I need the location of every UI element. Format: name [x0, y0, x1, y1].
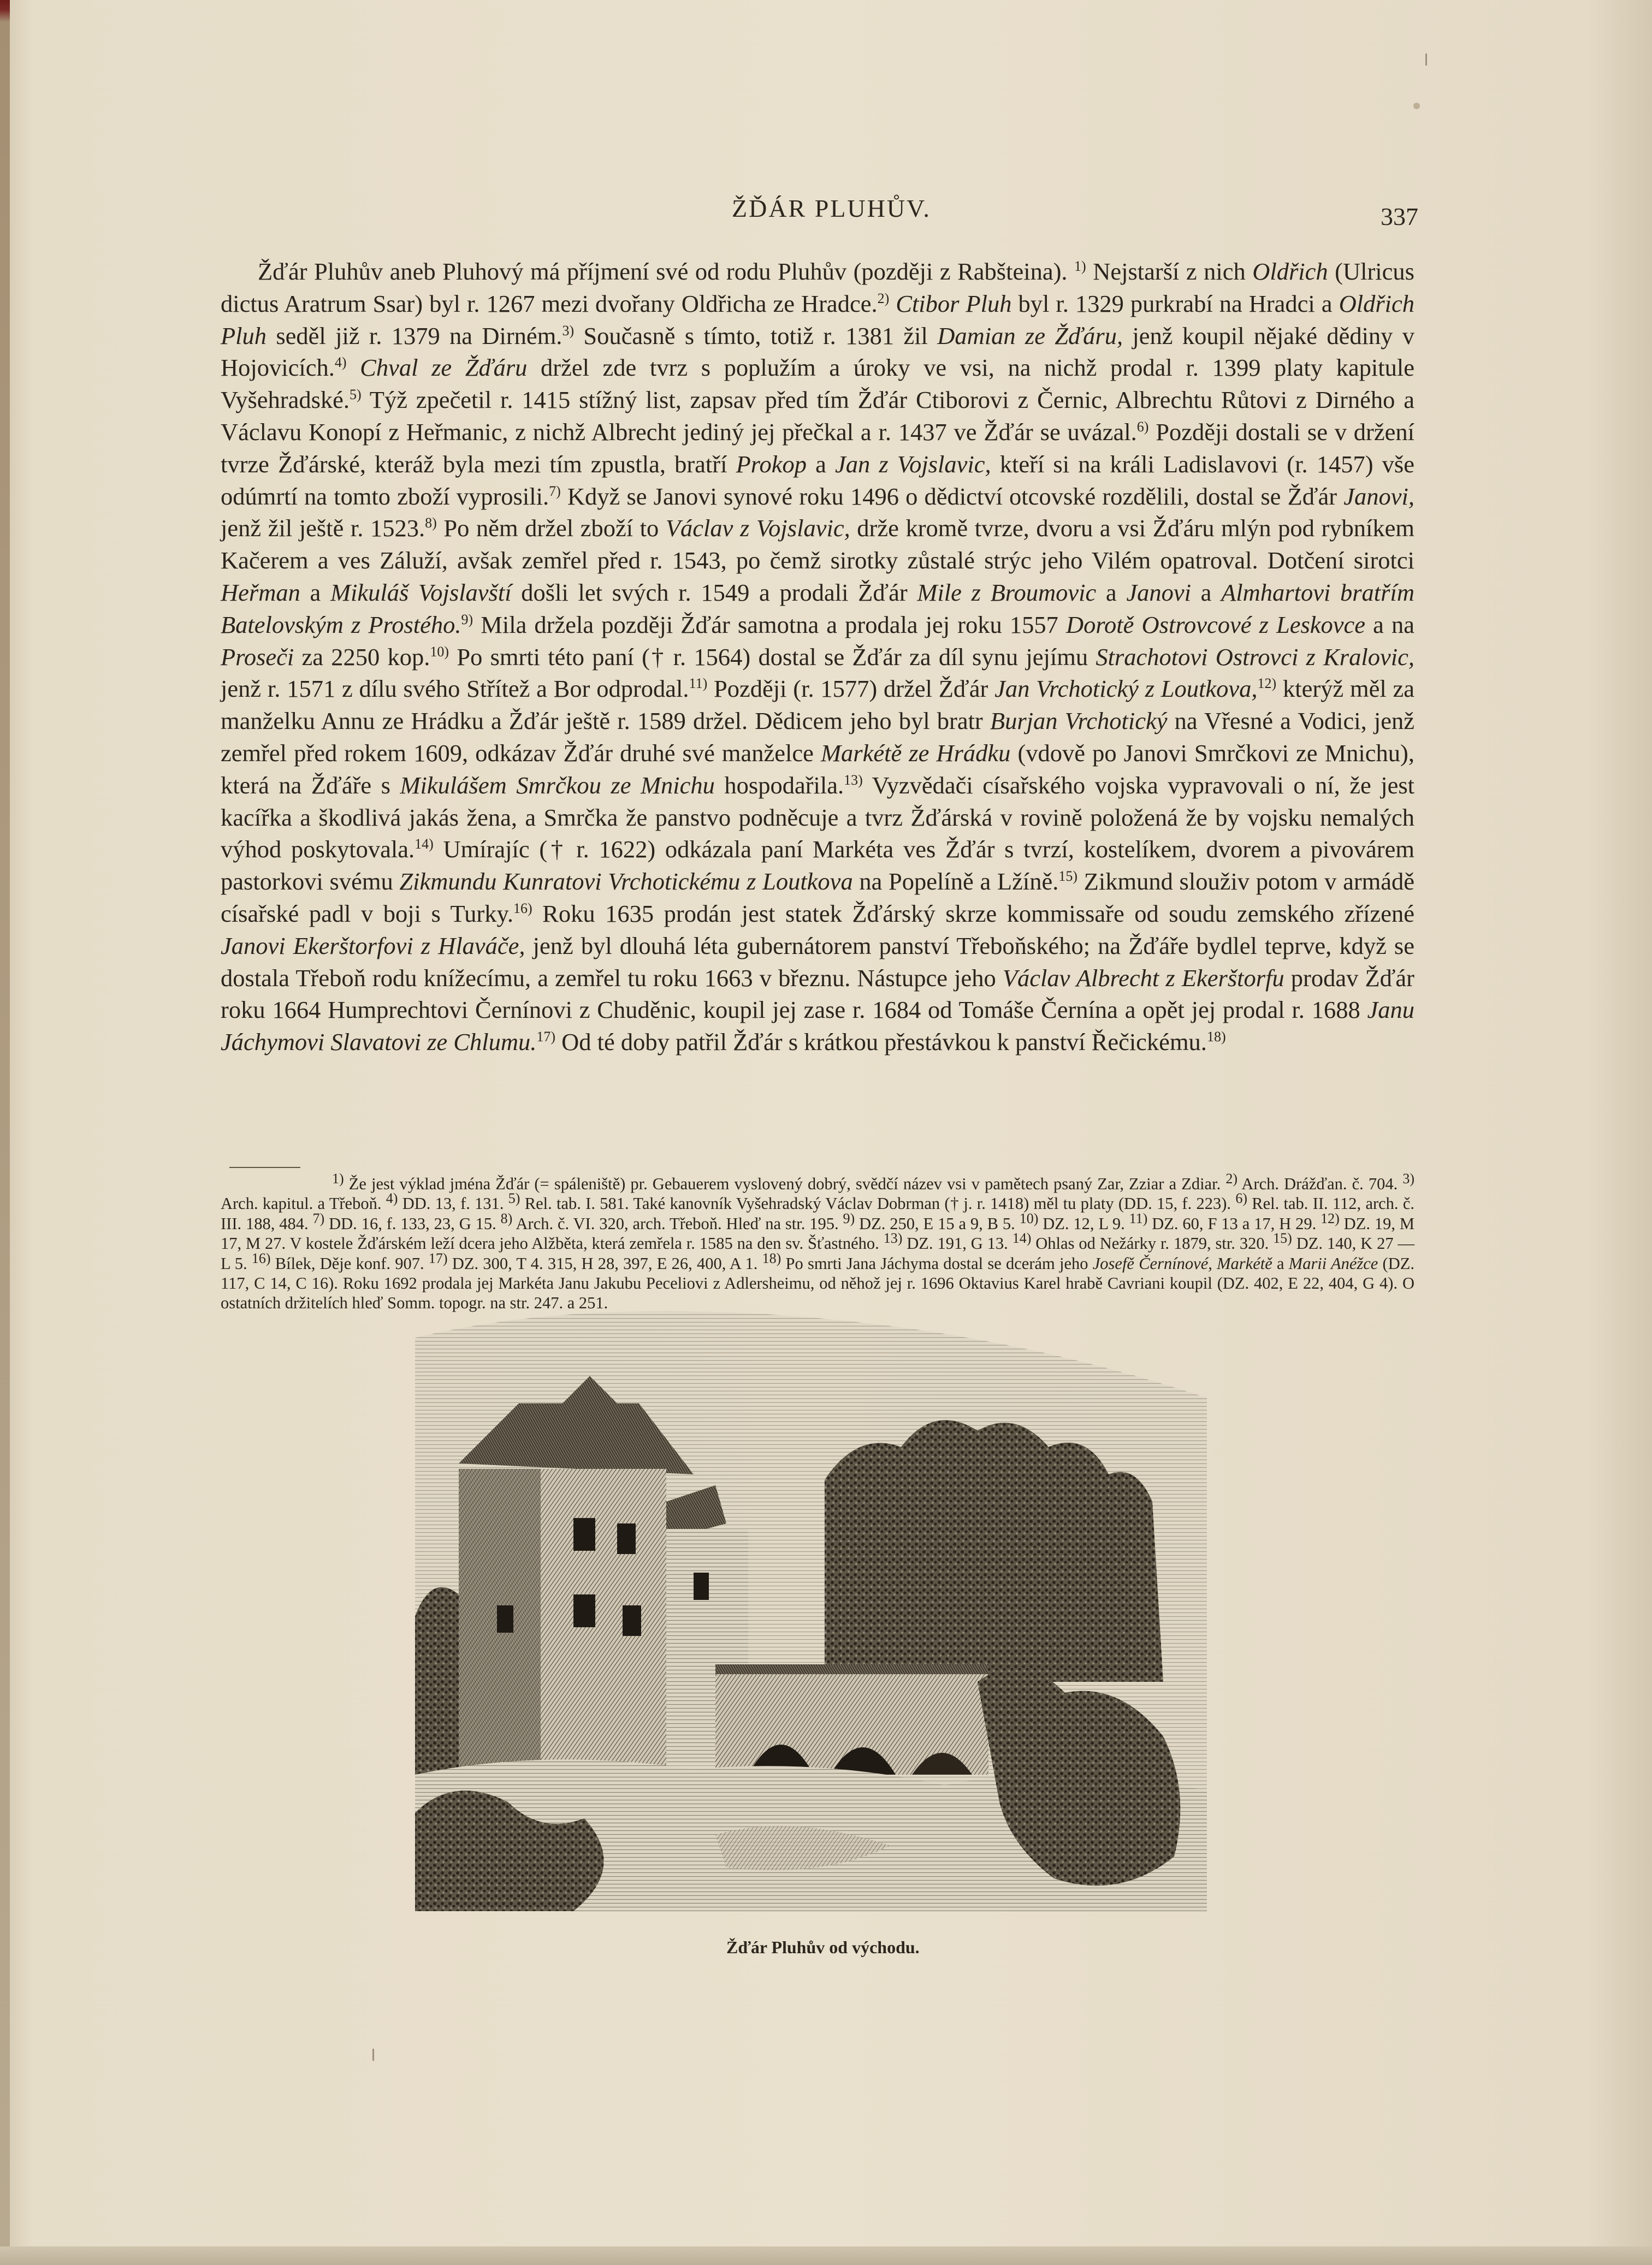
note-reference: 6): [1235, 1190, 1247, 1207]
main-text: [221, 256, 1414, 1058]
text-run: DZ. 300, T 4. 315, H 28, 397, E 26, 400, A 1.: [447, 1254, 762, 1273]
text-run: DZ. 12, L 9.: [1038, 1214, 1129, 1233]
text-run: [347, 354, 360, 381]
text-run: Současně s tímto, totiž r. 1381 žil: [574, 322, 938, 349]
italic-name: Heřman: [221, 578, 300, 606]
text-run: Zikmund slouživ potom v armádě císařské padl v boji s Turky.: [221, 868, 1415, 927]
text-run: na Popelíně a Lžíně.: [852, 868, 1059, 896]
text-run: Po něm držel zboží to: [436, 514, 666, 542]
note-reference: 4): [386, 1190, 398, 1207]
margin-spot: [1413, 103, 1420, 109]
italic-name: Strachotovi Ostrovci z Kralovic,: [1096, 643, 1414, 671]
italic-name: Dorotě Ostrovcové z Leskovce: [1065, 610, 1366, 638]
book-spine-edge: [0, 0, 10, 2265]
italic-name: Mikuláš Vojslavští: [330, 578, 512, 606]
margin-mark: [372, 2049, 374, 2061]
text-run: Nejstarší z nich: [1086, 258, 1253, 285]
text-run: kteří si na králi Ladislavovi (r. 1457) vše odúmrtí na tomto zboží vyprosili.: [221, 450, 1414, 510]
illustration-caption: Žďár Pluhův od východu.: [726, 1937, 920, 1957]
text-run: Arch. kapitul. a Třeboň.: [221, 1194, 386, 1213]
italic-name: Marii Anéžce: [1288, 1254, 1378, 1273]
italic-name: Markétě ze Hrádku: [820, 739, 1011, 767]
italic-name: Janovi: [1126, 578, 1191, 606]
text-run: byl r. 1329 purkrabí na Hradci a: [1011, 289, 1339, 317]
castle-engraving-illustration: [410, 1267, 1218, 1941]
note-reference: 14): [1012, 1230, 1032, 1247]
text-run: drže kromě tvrze, dvoru a vsi Žďáru mlýn pod rybníkem Kačerem a ves Záluží, avšak zemřel před r. 1543, po čemž sirotky zůstalé strýc jeho Vilém opatroval. Dotčení sirotci: [221, 514, 1414, 574]
note-reference: 11): [1129, 1210, 1148, 1226]
italic-name: Ctibor Pluh: [896, 289, 1012, 317]
note-reference: 9): [461, 611, 473, 627]
text-run: Umírajíc († r. 1622) odkázala paní Markéta ves Žďár s tvrzí, kostelíkem, dvorem a pivovárem pastorkovi svému: [221, 835, 1414, 896]
italic-name: Burjan Vrchotický: [990, 707, 1168, 735]
text-run: DD. 16, f. 133, 23, G 15.: [324, 1214, 501, 1233]
italic-name: Mile z Broumovic: [917, 578, 1097, 606]
page-bottom-edge: [0, 2246, 1652, 2265]
note-reference: 18): [1206, 1029, 1226, 1045]
note-reference: 7): [549, 483, 561, 499]
note-reference: 4): [334, 354, 347, 371]
note-reference: 10): [430, 643, 449, 660]
text-run: DZ. 191, G 13.: [902, 1234, 1012, 1253]
text-run: Bílek, Děje konf. 907.: [270, 1254, 429, 1273]
text-run: DD. 13, f. 131.: [398, 1194, 508, 1213]
note-reference: 2): [1225, 1170, 1237, 1187]
note-reference: 12): [1257, 675, 1277, 692]
italic-name: Oldřich Pluh: [221, 289, 1414, 349]
text-run: hospodařila.: [714, 771, 844, 799]
note-reference: 17): [428, 1250, 448, 1266]
text-run: [889, 290, 896, 317]
note-reference: 15): [1058, 868, 1077, 885]
italic-name: Zikmundu Kunratovi Vrchotickému z Loutkova: [399, 868, 853, 896]
text-run: jenž koupil nějaké dědiny v Hojovicích.: [221, 322, 1415, 382]
text-run: Rel. tab. I. 581. Také kanovník Vyšehradský Václav Dobrman († j. r. 1418) měl tu platy (DD. 15, f. 223).: [520, 1194, 1236, 1213]
text-run: a: [1272, 1254, 1289, 1273]
text-run: kterýž měl za manželku Annu ze Hrádku a Žďár ještě r. 1589 držel. Dědicem jeho byl bratr: [221, 675, 1415, 735]
text-run: prodav Žďár roku 1664 Humprechtovi Černínovi z Chuděnic, koupil jej zase r. 1684 od Tomáše Černína a opět jej prodal r. 1688: [221, 964, 1414, 1024]
running-head: ŽĎÁR PLUHŮV.: [732, 194, 931, 222]
text-run: a na: [1365, 610, 1414, 638]
text-run: Později dostali se v držení tvrze Žďárské, kteráž byla mezi tím zpustla, bratří: [221, 418, 1414, 478]
page-number: 337: [1381, 203, 1418, 230]
note-reference: 8): [500, 1210, 513, 1226]
note-reference: 17): [536, 1029, 556, 1045]
text-run: Týž zpečetil r. 1415 stížný list, zapsav před tím Žďár Ctiborovi z Černic, Albrechtu Růtovi z Dirného a Václavu Konopí z Heřmanic, z nichž Albrecht jediný jej přečkal a r. 1437 ve Žďár se uvázal.: [221, 386, 1414, 446]
note-reference: 14): [415, 836, 434, 852]
text-run: (vdově po Janovi Smrčkovi ze Mnichu), která na Žďáře s: [221, 739, 1414, 799]
text-run: Arch. č. VI. 320, arch. Třeboň. Hleď na str. 195.: [512, 1214, 843, 1233]
text-run: (DZ. 117, C 14, C 16). Roku 1692 prodala jej Markéta Janu Jakubu Peceliovi z Adlersheimu, od něhož jej r. 1696 Oktavius Karel hrabě Cavriani koupil (DZ. 402, E 22, 404, G 4). O ostatních držitelích hleď Somm. topogr. na str. 247. a 251.: [221, 1254, 1414, 1313]
text-run: jenž r. 1571 z dílu svého Střítež a Bor odprodal.: [221, 675, 689, 703]
italic-name: Damian ze Žďáru,: [937, 322, 1123, 349]
note-reference: 3): [1402, 1170, 1414, 1187]
text-run: Mila držela později Žďár samotna a prodala jej roku 1557: [473, 610, 1066, 638]
text-run: Po smrti této paní († r. 1564) dostal se Žďár za díl synu jejímu: [449, 643, 1096, 671]
text-run: Arch. Drážďan. č. 704.: [1237, 1175, 1403, 1193]
italic-name: Jan z Vojslavic,: [834, 450, 991, 478]
text-run: Později (r. 1577) držel Žďár: [707, 675, 995, 703]
text-run: držel zde tvrz s poplužím a úroky ve vsi, na nichž prodal r. 1399 platy kapitule Vyšehradské.: [221, 354, 1414, 414]
note-reference: 5): [350, 387, 362, 403]
italic-name: Jan Vrchotický z Loutkova,: [994, 675, 1258, 703]
italic-name: Chval ze Žďáru: [360, 354, 528, 382]
text-run: Že jest výklad jména Žďár (= spáleniště) pr. Gebauerem vyslovený dobrý, svědčí název vsi v pamětech psaný Zar, Zziar a Zdiar.: [344, 1175, 1226, 1193]
text-run: za 2250 kop.: [294, 643, 430, 671]
text-run: DZ. 250, E 15 a 9, B 5.: [855, 1214, 1020, 1233]
text-run: Když se Janovi synové roku 1496 o dědictví otcovské rozdělili, dostal se Žďár: [560, 482, 1344, 510]
text-run: na Vřesné a Vodici, jenž zemřel před rokem 1609, odkázav Žďár druhé své manželce: [221, 707, 1414, 767]
note-reference: 3): [562, 322, 575, 339]
text-run: DZ. 60, F 13 a 17, H 29.: [1147, 1214, 1321, 1233]
italic-name: Proseči: [221, 643, 294, 671]
text-run: Po smrti Jana Jáchyma dostal se dcerám jeho: [781, 1254, 1093, 1273]
italic-name: Oldřich: [1252, 258, 1328, 285]
italic-name: Janovi Ekerštorfovi z Hlaváče,: [221, 932, 525, 959]
note-reference: 12): [1321, 1210, 1340, 1226]
italic-name: Janovi,: [1343, 482, 1414, 510]
note-reference: 13): [844, 772, 863, 788]
italic-name: Janu Jáchymovi Slavatovi ze Chlumu.: [221, 996, 1414, 1056]
text-run: Od té doby patřil Žďár s krátkou přestávkou k panství Řečickému.: [555, 1028, 1207, 1056]
text-run: jenž byl dlouhá léta gubernátorem panství Třeboňského; na Žďáře bydlel teprve, když se dostala Třeboň rodu knížecímu, a zemřel tu roku 1663 v březnu. Nástupce jeho: [221, 932, 1414, 992]
note-reference: 6): [1136, 419, 1149, 435]
text-run: a: [806, 450, 835, 478]
note-reference: 5): [508, 1190, 520, 1207]
text-run: seděl již r. 1379 na Dirném.: [267, 322, 562, 349]
note-reference: 15): [1273, 1230, 1292, 1247]
footnote-rule: [229, 1167, 300, 1168]
italic-name: Mikulášem Smrčkou ze Mnichu: [400, 771, 715, 799]
italic-name: Almhartovi bratřím Batelovským z Prostého.: [221, 578, 1414, 638]
text-run: došli let svých r. 1549 a prodali Žďár: [511, 578, 917, 606]
italic-name: Josefě Černínové, Markétě: [1092, 1254, 1272, 1273]
text-run: Roku 1635 prodán jest statek Žďárský skrze kommissaře od soudu zemského zřízené: [532, 899, 1414, 927]
text-run: DZ. 19, M 17, M 27. V kostele Žďárském leží dcera jeho Alžběta, která zemřela r. 1585 na den sv. Šťastného.: [221, 1214, 1414, 1253]
note-reference: 8): [425, 515, 437, 531]
note-reference: 1): [1074, 258, 1086, 275]
note-reference: 16): [251, 1250, 271, 1266]
text-run: Žďár Pluhův aneb Pluhový má příjmení své od rodu Pluhův (později z Rabšteina).: [258, 258, 1075, 285]
margin-mark: [1425, 54, 1427, 66]
italic-name: Václav z Vojslavic,: [665, 514, 850, 542]
note-reference: 13): [883, 1230, 903, 1247]
italic-name: Václav Albrecht z Ekerštorfu: [1002, 964, 1284, 992]
note-reference: 11): [689, 675, 708, 692]
text-run: a: [300, 578, 330, 606]
text-run: DZ. 140, K 27 — L 5.: [221, 1234, 1415, 1273]
text-run: Rel. tab. II. 112, arch. č. III. 188, 484.: [221, 1194, 1414, 1233]
note-reference: 9): [843, 1210, 855, 1226]
note-reference: 2): [877, 290, 890, 306]
text-run: jenž žil ještě r. 1523.: [221, 514, 425, 542]
note-reference: 16): [513, 900, 532, 917]
italic-name: Prokop: [736, 450, 807, 478]
note-reference: 1): [332, 1170, 344, 1187]
text-run: (Ulricus dictus Aratrum Ssar) byl r. 1267 mezi dvořany Oldřicha ze Hradce.: [221, 258, 1414, 317]
note-reference: 7): [312, 1210, 325, 1226]
text-run: a: [1096, 578, 1127, 606]
note-reference: 10): [1019, 1210, 1039, 1226]
note-reference: 18): [762, 1250, 781, 1266]
text-run: Vyzvědači císařského vojska vypravovali o ní, že jest kacířka a škodlivá jakás žena, a Smrčka že panstvo podněcuje a tvrz Žďárská v rovině položená že by vojsku nemalých výhod poskytovala.: [221, 771, 1415, 863]
text-run: Ohlas od Nežárky r. 1879, str. 320.: [1031, 1234, 1274, 1253]
body-paragraph: [221, 256, 1414, 1058]
text-run: a: [1191, 578, 1222, 606]
